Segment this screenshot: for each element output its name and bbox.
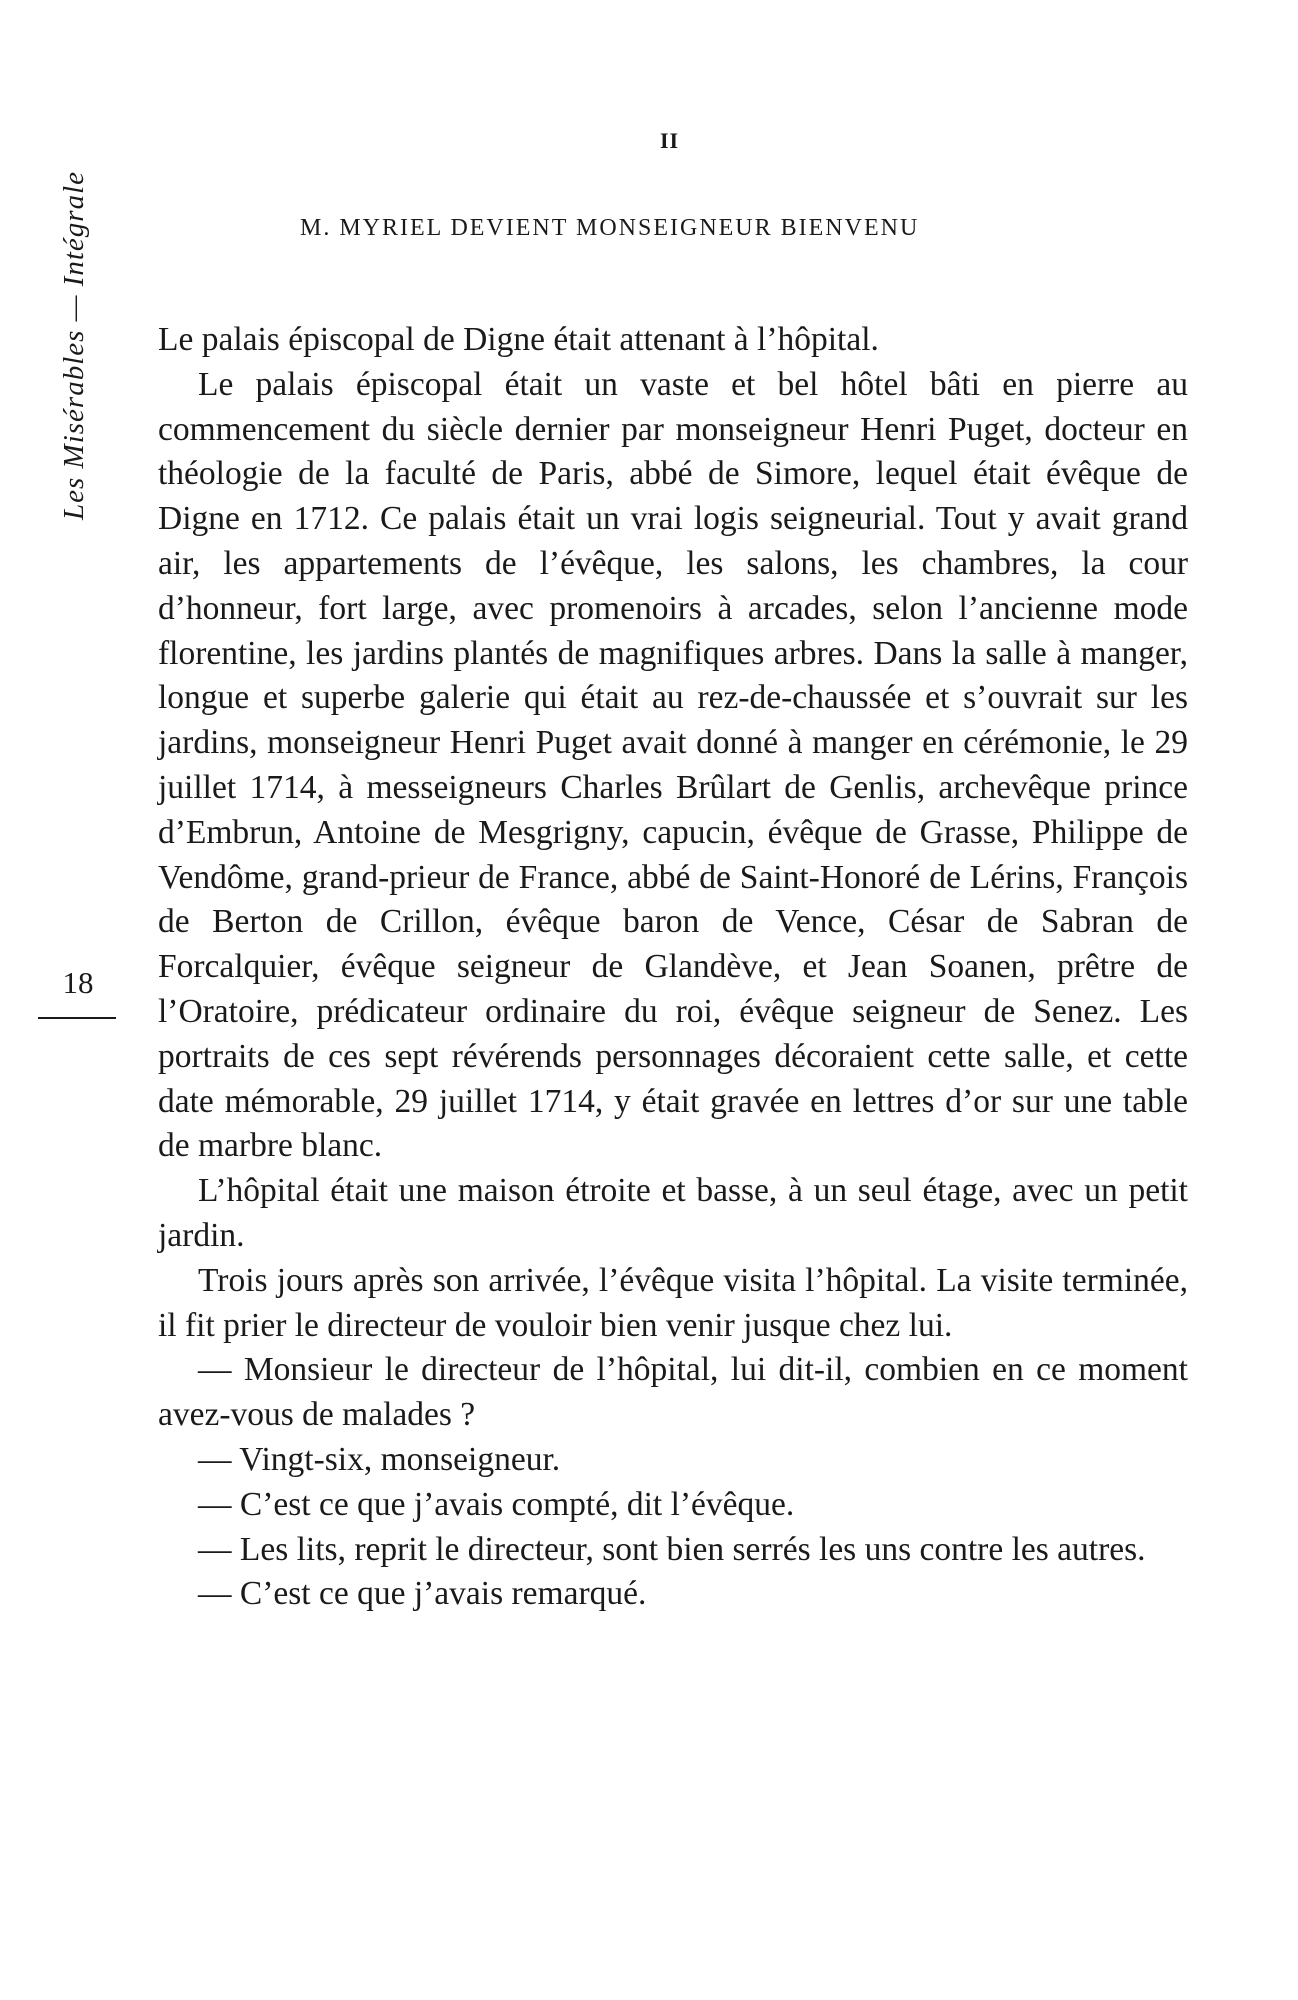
chapter-number: II xyxy=(660,128,680,153)
paragraph: Trois jours après son arrivée, l’évêque visita l’hôpital. La visite terminée, il fit prier le directeur de vouloir bien venir jusque chez lui. xyxy=(158,1261,1188,1344)
paragraph: Le palais épiscopal de Digne était attenant à l’hôpital. xyxy=(158,321,879,358)
page-number-rule xyxy=(38,1017,116,1019)
dialogue-line: — Vingt-six, monseigneur. xyxy=(198,1440,561,1478)
dialogue-line: — C’est ce que j’avais remarqué. xyxy=(198,1575,647,1613)
dialogue-line: — Les lits, reprit le directeur, sont bien serrés les uns contre les autres. xyxy=(198,1530,1146,1568)
running-head-text: Les Misérables — Intégrale xyxy=(58,171,90,520)
body-text xyxy=(158,318,1188,1617)
page-number: 18 xyxy=(62,965,94,1000)
dialogue-line: — Monsieur le directeur de l’hôpital, lui dit-il, combien en ce moment avez-vous de malades ? xyxy=(158,1351,1188,1434)
running-head xyxy=(58,171,98,560)
paragraph: L’hôpital était une maison étroite et basse, à un seul étage, avec un petit jardin. xyxy=(158,1172,1188,1254)
dialogue-line: — C’est ce que j’avais compté, dit l’évêque. xyxy=(198,1485,795,1523)
paragraph: Le palais épiscopal était un vaste et bel hôtel bâti en pierre au commencement du siècle dernier par monseigneur Henri Puget, docteur en théologie de la faculté de Paris, abbé de Simore, lequel était évêque de Digne en 1712. Ce palais était un vrai logis seigneurial. Tout y avait grand air, les appartements de l’évêque, les salons, les chambres, la cour d’honneur, fort large, avec promenoirs à arcades, selon l’ancienne mode florentine, les jardins plantés de magnifiques arbres. Dans la salle à manger, longue et superbe galerie qui était au rez-de-chaussée et s’ouvrait sur les jardins, monseigneur Henri Puget avait donné à manger en cérémonie, le 29 juillet 1714, à messeigneurs Charles Brûlart de Genlis, archevêque prince d’Embrun, Antoine de Mesgrigny, capucin, évêque de Grasse, Philippe de Vendôme, grand-prieur de France, abbé de Saint-Honoré de Lérins, François de Berton de Crillon, évêque baron de Vence, César de Sabran de Forcalquier, évêque seigneur de Glandève, et Jean Soanen, prêtre de l’Oratoire, prédicateur ordinaire du roi, évêque seigneur de Senez. Les portraits de ces sept révérends personnages décoraient cette salle, et cette date mémorable, 29 juillet 1714, y était gravée en lettres d’or sur une table de marbre blanc. xyxy=(158,365,1188,1165)
chapter-title: M. MYRIEL DEVIENT MONSEIGNEUR BIENVENU xyxy=(300,215,920,241)
